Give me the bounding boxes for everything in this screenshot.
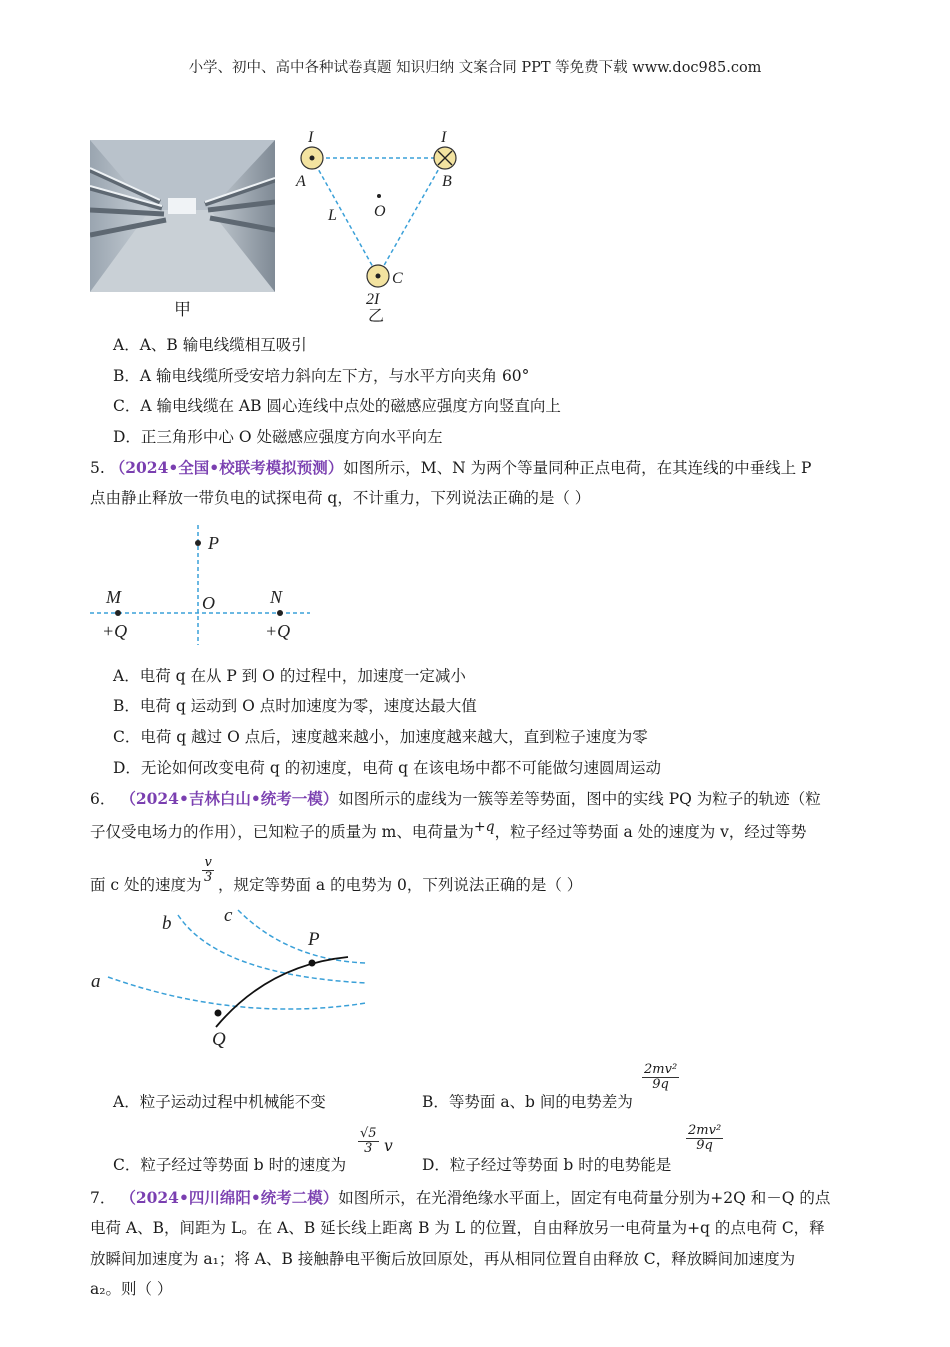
point-Q-dot [215, 1010, 222, 1017]
q7-source: （2024•四川绵阳•统考二模） [120, 1188, 339, 1207]
q6-optb-num: 2mv² [644, 1062, 678, 1077]
q5-label-qM: +Q [102, 621, 128, 641]
q5-stem-2: 点由静止释放一带负电的试探电荷 q，不计重力，下列说法正确的是（ ） [90, 489, 591, 507]
q6-label-Q: Q [212, 1029, 226, 1050]
q6-stem-2b: ，粒子经过等势面 a 处的速度为 v，经过等势 [494, 823, 807, 841]
q4-option-c: C．A 输电线缆在 AB 圆心连线中点处的磁感应强度方向竖直向上 [113, 397, 561, 415]
q5-label-N: N [270, 587, 283, 607]
point-O-label: O [374, 203, 386, 220]
q6-option-a: A．粒子运动过程中机械能不变 [113, 1093, 326, 1111]
point-B-label: B [442, 173, 452, 190]
wire-B [434, 147, 456, 169]
q6-optc-fraction [358, 1127, 379, 1156]
q5-option-b: B．电荷 q 运动到 O 点时加速度为零，速度达最大值 [113, 697, 477, 715]
current-B-label: I [441, 129, 447, 146]
q5-label-O: O [202, 593, 215, 613]
q5-number: 5. [90, 459, 105, 477]
figure-jia-label: 甲 [174, 300, 191, 320]
q6-number: 6． [90, 790, 116, 808]
point-P-dot [309, 960, 316, 967]
q6-stem-3b: ，规定等势面 a 的电势为 0，下列说法正确的是（ ） [218, 876, 583, 894]
q6-charge: +q [473, 819, 495, 835]
q5-option-c: C．电荷 q 越过 O 点后，速度越来越小，加速度越来越大，直到粒子速度为零 [113, 728, 648, 746]
q7-number: 7． [90, 1189, 116, 1207]
q6-optc-den: 3 [364, 1141, 373, 1156]
point-C-label: C [392, 270, 403, 287]
q5-label-M: M [106, 587, 121, 607]
center-dot [377, 194, 381, 198]
q6-optd-num: 2mv² [688, 1123, 722, 1138]
q7-stem-2: 电荷 A、B，间距为 L。在 A、B 延长线上距离 B 为 L 的位置，自由释放另一电荷量为+q 的点电荷 C，释 [90, 1219, 825, 1237]
charge-M [115, 610, 121, 616]
q6-optd-den: 9q [696, 1138, 713, 1153]
pipeline-photo [90, 140, 275, 292]
side-L-label: L [328, 207, 337, 224]
q6-option-c: C．粒子经过等势面 b 时的速度为 [113, 1156, 347, 1174]
q6-stem-2a: 子仅受电场力的作用），已知粒子的质量为 m、电荷量为 [90, 823, 474, 841]
q6-optc-num: √5 [360, 1126, 377, 1141]
q5-label-qN: +Q [265, 621, 291, 641]
q7-line1 [90, 1188, 830, 1208]
q7-stem-1: 如图所示，在光滑绝缘水平面上，固定有电荷量分别为+2Q 和－Q 的点 [338, 1189, 831, 1207]
q6-label-c: c [224, 905, 233, 926]
q6-optb-den: 9q [652, 1077, 669, 1092]
current-A-label: I [308, 129, 314, 146]
q5-stem-1: 如图所示，M、N 为两个等量同种正点电荷，在其连线的中垂线上 P [343, 459, 812, 477]
point-P [195, 540, 201, 546]
wire-C [367, 265, 389, 287]
q6-optb-fraction [642, 1063, 679, 1092]
q4-option-a: A．A、B 输电线缆相互吸引 [113, 336, 307, 354]
q6-option-d: D．粒子经过等势面 b 时的电势能是 [422, 1156, 672, 1174]
q6-stem-1: 如图所示的虚线为一簇等差等势面，图中的实线 PQ 为粒子的轨迹（粒 [338, 790, 821, 808]
q4-option-d: D．正三角形中心 O 处磁感应强度方向水平向左 [113, 428, 443, 446]
figure-yi-label: 乙 [368, 306, 385, 323]
page-header: 小学、初中、高中各种试卷真题 知识归纳 文案合同 PPT 等免费下载 www.doc985.com [188, 60, 762, 76]
q6-v3-num: v [202, 856, 214, 871]
q6-optc-tail: v [384, 1137, 393, 1155]
q6-stem-3a: 面 c 处的速度为 [90, 876, 202, 894]
q5-option-d: D．无论如何改变电荷 q 的初速度，电荷 q 在该电场中都不可能做匀速圆周运动 [113, 759, 661, 777]
charge-N [277, 610, 283, 616]
q5-source: （2024•全国•校联考模拟预测） [109, 458, 344, 477]
q5-label-P: P [208, 533, 219, 553]
triangle-diagram [290, 128, 470, 323]
q6-v3-den: 3 [204, 870, 213, 885]
q6-label-b: b [162, 913, 172, 934]
q6-optd-fraction [686, 1124, 723, 1153]
q5-option-a: A．电荷 q 在从 P 到 O 的过程中，加速度一定减小 [113, 667, 466, 685]
current-C-label: 2I [366, 291, 380, 308]
q5-charge-diagram [90, 525, 315, 650]
q7-stem-3: 放瞬间加速度为 a₁；将 A、B 接触静电平衡后放回原处，再从相同位置自由释放 C，释放瞬间加速度为 [90, 1250, 796, 1268]
q6-v3-fraction [202, 856, 214, 885]
q6-label-a: a [91, 971, 101, 992]
q7-stem-4: a₂。则（ ） [90, 1280, 173, 1298]
q6-option-b: B．等势面 a、b 间的电势差为 [422, 1093, 633, 1111]
q6-label-P: P [308, 929, 320, 950]
point-A-label: A [296, 173, 306, 190]
q5-line1 [90, 458, 811, 478]
q6-line2 [90, 819, 807, 843]
q6-equipotential-diagram [88, 905, 378, 1050]
wire-A [301, 147, 323, 169]
q4-option-b: B．A 输电线缆所受安培力斜向左下方，与水平方向夹角 60° [113, 367, 530, 385]
q6-source: （2024•吉林白山•统考一模） [120, 789, 339, 808]
q6-line1 [90, 789, 821, 809]
